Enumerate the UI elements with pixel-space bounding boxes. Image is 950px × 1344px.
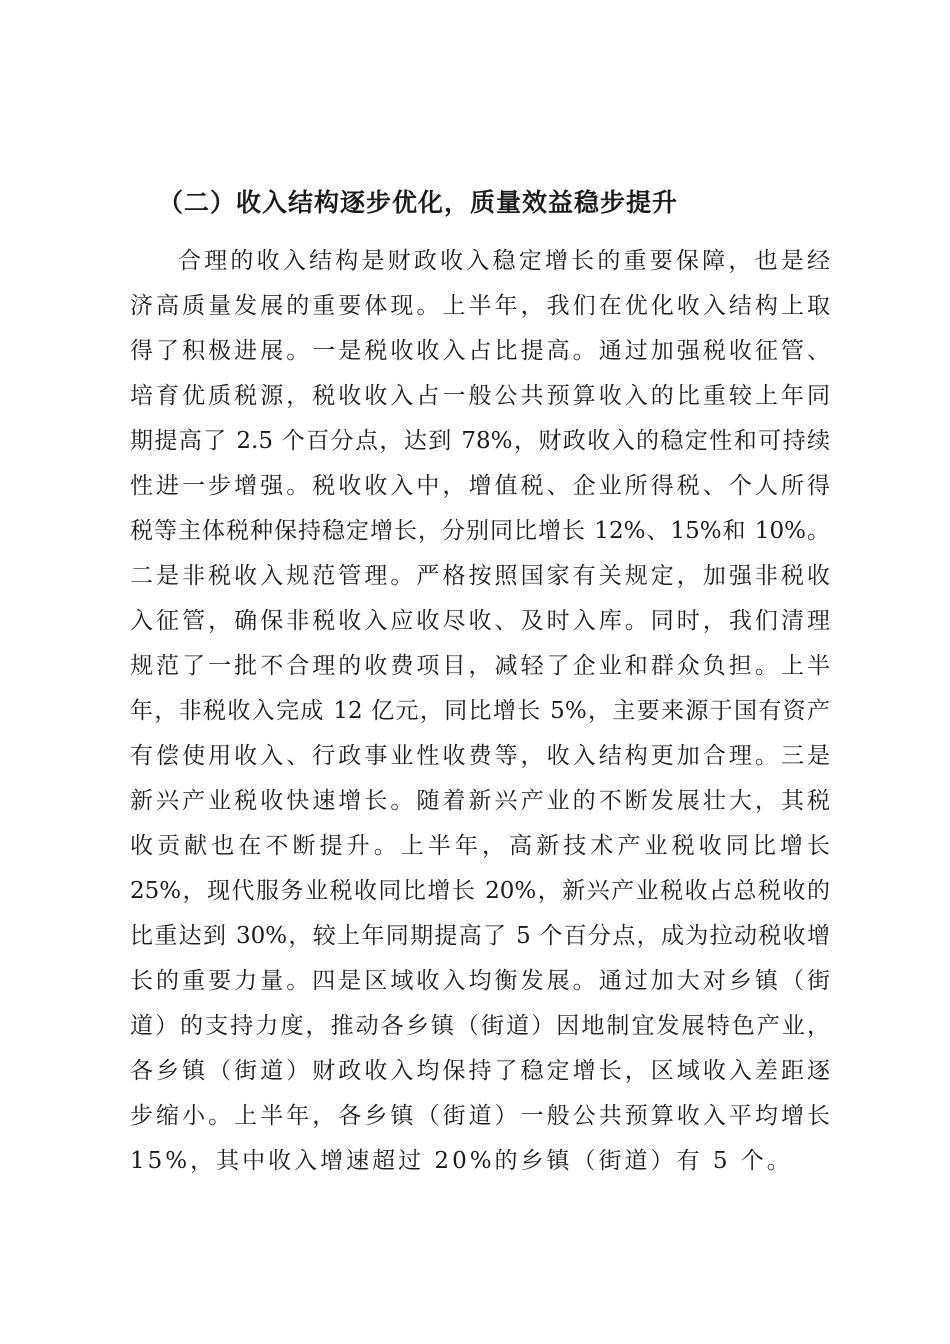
paragraph-line: 性进一步增强。税收收入中，增值税、企业所得税、个人所得 — [130, 473, 830, 499]
paragraph-line: 济高质量发展的重要体现。上半年，我们在优化收入结构上取 — [130, 293, 830, 319]
paragraph-line: 比重达到 30%，较上年同期提高了 5 个百分点，成为拉动税收增 — [130, 923, 830, 949]
paragraph-line: 二是非税收入规范管理。严格按照国家有关规定，加强非税收 — [130, 563, 830, 589]
paragraph-line: 步缩小。上半年，各乡镇（街道）一般公共预算收入平均增长 — [130, 1103, 830, 1129]
paragraph-line: 有偿使用收入、行政事业性收费等，收入结构更加合理。三是 — [130, 743, 830, 769]
paragraph-line: 道）的支持力度，推动各乡镇（街道）因地制宜发展特色产业， — [130, 1013, 830, 1039]
paragraph-line: 各乡镇（街道）财政收入均保持了稳定增长，区域收入差距逐 — [130, 1058, 830, 1084]
paragraph-line: 规范了一批不合理的收费项目，减轻了企业和群众负担。上半 — [130, 653, 830, 679]
paragraph-line: 15%，其中收入增速超过 20%的乡镇（街道）有 5 个。 — [130, 1148, 793, 1174]
paragraph-line: 培育优质税源，税收收入占一般公共预算收入的比重较上年同 — [130, 383, 830, 409]
paragraph-line: 年，非税收入完成 12 亿元，同比增长 5%，主要来源于国有资产 — [130, 698, 830, 724]
paragraph-line: 新兴产业税收快速增长。随着新兴产业的不断发展壮大，其税 — [130, 788, 830, 814]
section-heading: （二）收入结构逐步优化，质量效益稳步提升 — [158, 188, 679, 217]
paragraph-line: 收贡献也在不断提升。上半年，高新技术产业税收同比增长 — [130, 833, 830, 859]
paragraph-line: 税等主体税种保持稳定增长，分别同比增长 12%、15%和 10%。 — [130, 518, 830, 544]
paragraph-line: 长的重要力量。四是区域收入均衡发展。通过加大对乡镇（街 — [130, 968, 830, 994]
paragraph-line: 期提高了 2.5 个百分点，达到 78%，财政收入的稳定性和可持续 — [130, 428, 830, 454]
paragraph-line: 合理的收入结构是财政收入稳定增长的重要保障，也是经 — [178, 248, 830, 274]
paragraph-line: 得了积极进展。一是税收收入占比提高。通过加强税收征管、 — [130, 338, 830, 364]
paragraph-line: 25%，现代服务业税收同比增长 20%，新兴产业税收占总税收的 — [130, 878, 830, 904]
paragraph-line: 入征管，确保非税收入应收尽收、及时入库。同时，我们清理 — [130, 608, 830, 634]
